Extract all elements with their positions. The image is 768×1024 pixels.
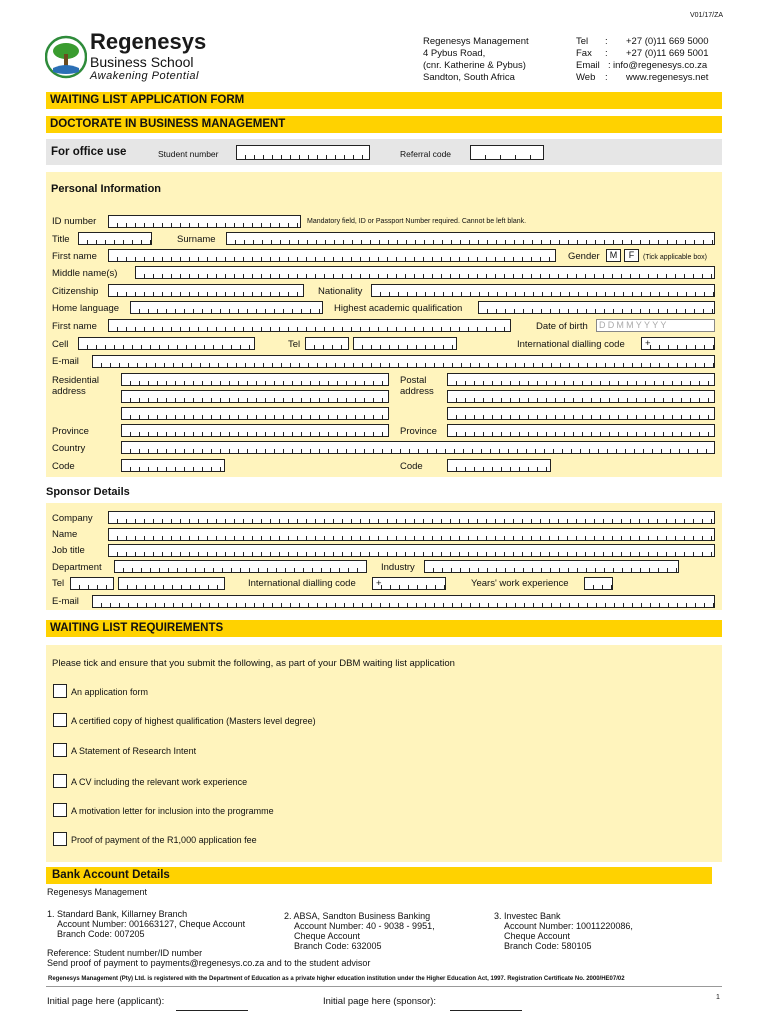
surname-label: Surname <box>177 234 216 245</box>
middle-name-field[interactable] <box>135 266 715 279</box>
logo-tagline: Awakening Potential <box>90 70 199 82</box>
residential-line-2[interactable] <box>121 390 389 403</box>
first-name-2-label: First name <box>52 321 97 332</box>
contact-tel: +27 (0)11 669 5000 <box>626 36 709 47</box>
personal-heading: Personal Information <box>51 183 162 195</box>
idc-label: International dialling code <box>517 339 625 350</box>
student-number-label: Student number <box>158 149 219 159</box>
idc-field[interactable] <box>641 337 715 350</box>
footer-divider <box>46 986 722 987</box>
first-name-field[interactable] <box>108 249 556 262</box>
referral-code-label: Referral code <box>400 149 452 159</box>
bank2-type: Cheque Account <box>294 931 361 941</box>
residential-line-1[interactable] <box>121 373 389 386</box>
payment-reference: Reference: Student number/ID number <box>47 948 203 958</box>
postal-code-label: Code <box>400 461 423 472</box>
title-label: Title <box>52 234 70 245</box>
bank1-branch: Branch Code: 007205 <box>57 929 145 939</box>
industry-label: Industry <box>381 562 415 573</box>
page-number: 1 <box>716 994 720 1001</box>
logo-tree-icon <box>45 34 87 80</box>
version-code: V01/17/ZA <box>690 12 724 19</box>
contact-web[interactable]: www.regenesys.net <box>626 72 709 83</box>
title-field[interactable] <box>78 232 152 245</box>
department-label: Department <box>52 562 102 573</box>
sponsor-email-field[interactable] <box>92 595 715 608</box>
student-number-field[interactable] <box>236 145 370 160</box>
dob-field[interactable]: DDMMYYYY <box>596 319 715 332</box>
sponsor-email-label: E-mail <box>52 596 79 607</box>
residential-address-label: address <box>52 386 86 397</box>
postal-address-label: address <box>400 386 434 397</box>
contact-email[interactable]: info@regenesys.co.za <box>613 60 708 71</box>
req-checkbox-2[interactable] <box>53 713 67 727</box>
job-title-field[interactable] <box>108 544 715 557</box>
req-item-6: Proof of payment of the R1,000 application fee <box>71 835 257 845</box>
req-item-5: A motivation letter for inclusion into the programme <box>71 806 274 816</box>
sponsor-tel-code-field[interactable] <box>70 577 114 590</box>
highest-qualification-field[interactable] <box>478 301 715 314</box>
residential-line-3[interactable] <box>121 407 389 420</box>
req-item-3: A Statement of Research Intent <box>71 746 197 756</box>
first-name-label: First name <box>52 251 97 262</box>
bank3-type: Cheque Account <box>504 931 571 941</box>
postal-line-1[interactable] <box>447 373 715 386</box>
req-checkbox-3[interactable] <box>53 743 67 757</box>
plus-sign: + <box>645 338 651 349</box>
residential-label: Residential <box>52 375 99 386</box>
id-note: Mandatory field, ID or Passport Number required. Cannot be left blank. <box>307 218 527 225</box>
req-item-1: An application form <box>71 687 149 697</box>
office-use-label: For office use <box>51 146 127 158</box>
country-label: Country <box>52 443 86 454</box>
programme-title: DOCTORATE IN BUSINESS MANAGEMENT <box>46 116 722 133</box>
colon: : <box>605 48 608 59</box>
code-label: Code <box>52 461 75 472</box>
initial-applicant-line[interactable] <box>176 1010 248 1011</box>
bank2-account: Account Number: 40 - 9038 - 9951, <box>294 921 435 931</box>
logo-name: Regenesys <box>90 29 207 54</box>
gender-f-box[interactable]: F <box>624 249 639 262</box>
tel-code-field[interactable] <box>305 337 349 350</box>
initial-applicant-label: Initial page here (applicant): <box>47 996 165 1007</box>
req-checkbox-1[interactable] <box>53 684 67 698</box>
bank3-name: 3. Investec Bank <box>494 911 561 921</box>
colon: : <box>605 36 608 47</box>
req-checkbox-4[interactable] <box>53 774 67 788</box>
bank-heading: Bank Account Details <box>46 867 712 884</box>
cell-label: Cell <box>52 339 69 350</box>
nationality-label: Nationality <box>318 286 363 297</box>
bank1-name: 1. Standard Bank, Killarney Branch <box>47 909 188 919</box>
bank3-branch: Branch Code: 580105 <box>504 941 592 951</box>
contact-label-web: Web <box>576 72 596 83</box>
address-line-1: Regenesys Management <box>423 36 529 47</box>
sponsor-heading: Sponsor Details <box>46 486 130 498</box>
address-line-3: (cnr. Katherine & Pybus) <box>423 60 526 71</box>
sponsor-idc-label: International dialling code <box>248 578 356 589</box>
job-title-label: Job title <box>52 545 85 556</box>
code-field[interactable] <box>121 459 225 472</box>
req-item-4: A CV including the relevant work experience <box>71 777 248 787</box>
referral-code-field[interactable] <box>470 145 544 160</box>
logo-sub: Business School <box>90 54 194 70</box>
req-checkbox-6[interactable] <box>53 832 67 846</box>
req-checkbox-5[interactable] <box>53 803 67 817</box>
initial-sponsor-line[interactable] <box>450 1010 522 1011</box>
email-field[interactable] <box>92 355 715 368</box>
province-label: Province <box>52 426 89 437</box>
sponsor-name-label: Name <box>52 529 78 540</box>
tel-field[interactable] <box>353 337 457 350</box>
postal-line-3[interactable] <box>447 407 715 420</box>
bank3-account: Account Number: 10011220086, <box>504 921 633 931</box>
contact-label-fax: Fax <box>576 48 592 59</box>
tel-label: Tel <box>288 339 301 350</box>
postal-province-field[interactable] <box>447 424 715 437</box>
requirements-heading: WAITING LIST REQUIREMENTS <box>46 620 722 637</box>
citizenship-label: Citizenship <box>52 286 99 297</box>
sponsor-idc-field[interactable] <box>372 577 446 590</box>
industry-field[interactable] <box>424 560 679 573</box>
cell-field[interactable] <box>78 337 255 350</box>
years-experience-label: Years' work experience <box>471 578 569 589</box>
id-number-label: ID number <box>52 216 97 227</box>
requirements-intro: Please tick and ensure that you submit the following, as part of your DBM waiting list application <box>52 658 455 669</box>
address-line-4: Sandton, South Africa <box>423 72 515 83</box>
postal-province-label: Province <box>400 426 437 437</box>
sponsor-name-field[interactable] <box>108 528 715 541</box>
postal-label: Postal <box>400 375 427 386</box>
id-number-field[interactable] <box>108 215 301 228</box>
postal-line-2[interactable] <box>447 390 715 403</box>
contact-label-email: Email <box>576 60 600 71</box>
contact-fax: +27 (0)11 669 5001 <box>626 48 709 59</box>
office-use-panel <box>46 139 722 165</box>
form-title: WAITING LIST APPLICATION FORM <box>46 92 722 109</box>
contact-label-tel: Tel <box>576 36 589 47</box>
surname-field[interactable] <box>226 232 715 245</box>
citizenship-field[interactable] <box>108 284 304 297</box>
company-field[interactable] <box>108 511 715 524</box>
years-experience-field[interactable] <box>584 577 613 590</box>
gender-label: Gender <box>568 251 600 262</box>
home-language-label: Home language <box>52 303 120 314</box>
email-label: E-mail <box>52 356 79 367</box>
dob-label: Date of birth <box>536 321 588 332</box>
company-label: Company <box>52 513 93 524</box>
department-field[interactable] <box>114 560 367 573</box>
initial-sponsor-label: Initial page here (sponsor): <box>323 996 437 1007</box>
nationality-field[interactable] <box>371 284 715 297</box>
gender-m-box[interactable]: M <box>606 249 621 262</box>
sponsor-tel-field[interactable] <box>118 577 225 590</box>
req-item-2: A certified copy of highest qualification (Masters level degree) <box>71 716 316 726</box>
sponsor-tel-label: Tel <box>52 578 65 589</box>
highest-qualification-label: Highest academic qualification <box>334 303 463 314</box>
payment-send: Send proof of payment to payments@regenesys.co.za and to the student advisor <box>47 958 371 968</box>
province-field[interactable] <box>121 424 389 437</box>
address-line-2: 4 Pybus Road, <box>423 48 486 59</box>
bank-holder: Regenesys Management <box>47 887 148 897</box>
postal-code-field[interactable] <box>447 459 551 472</box>
bank2-name: 2. ABSA, Sandton Business Banking <box>284 911 431 921</box>
gender-note: (Tick applicable box) <box>643 254 707 261</box>
home-language-field[interactable] <box>130 301 323 314</box>
sponsor-plus-sign: + <box>376 578 382 589</box>
country-field[interactable] <box>121 441 715 454</box>
bank2-branch: Branch Code: 632005 <box>294 941 382 951</box>
colon: : <box>605 72 608 83</box>
colon: : <box>608 60 611 71</box>
first-name-2-field[interactable] <box>108 319 511 332</box>
middle-name-label: Middle name(s) <box>52 268 118 279</box>
legal-note: Regenesys Management (Pty) Ltd. is registered with the Department of Education as a private higher education institution under the Higher Education Act, 1997. Registration Certificate No. 2000/HE07/02 <box>48 976 625 982</box>
bank1-account: Account Number: 001663127, Cheque Account <box>57 919 246 929</box>
